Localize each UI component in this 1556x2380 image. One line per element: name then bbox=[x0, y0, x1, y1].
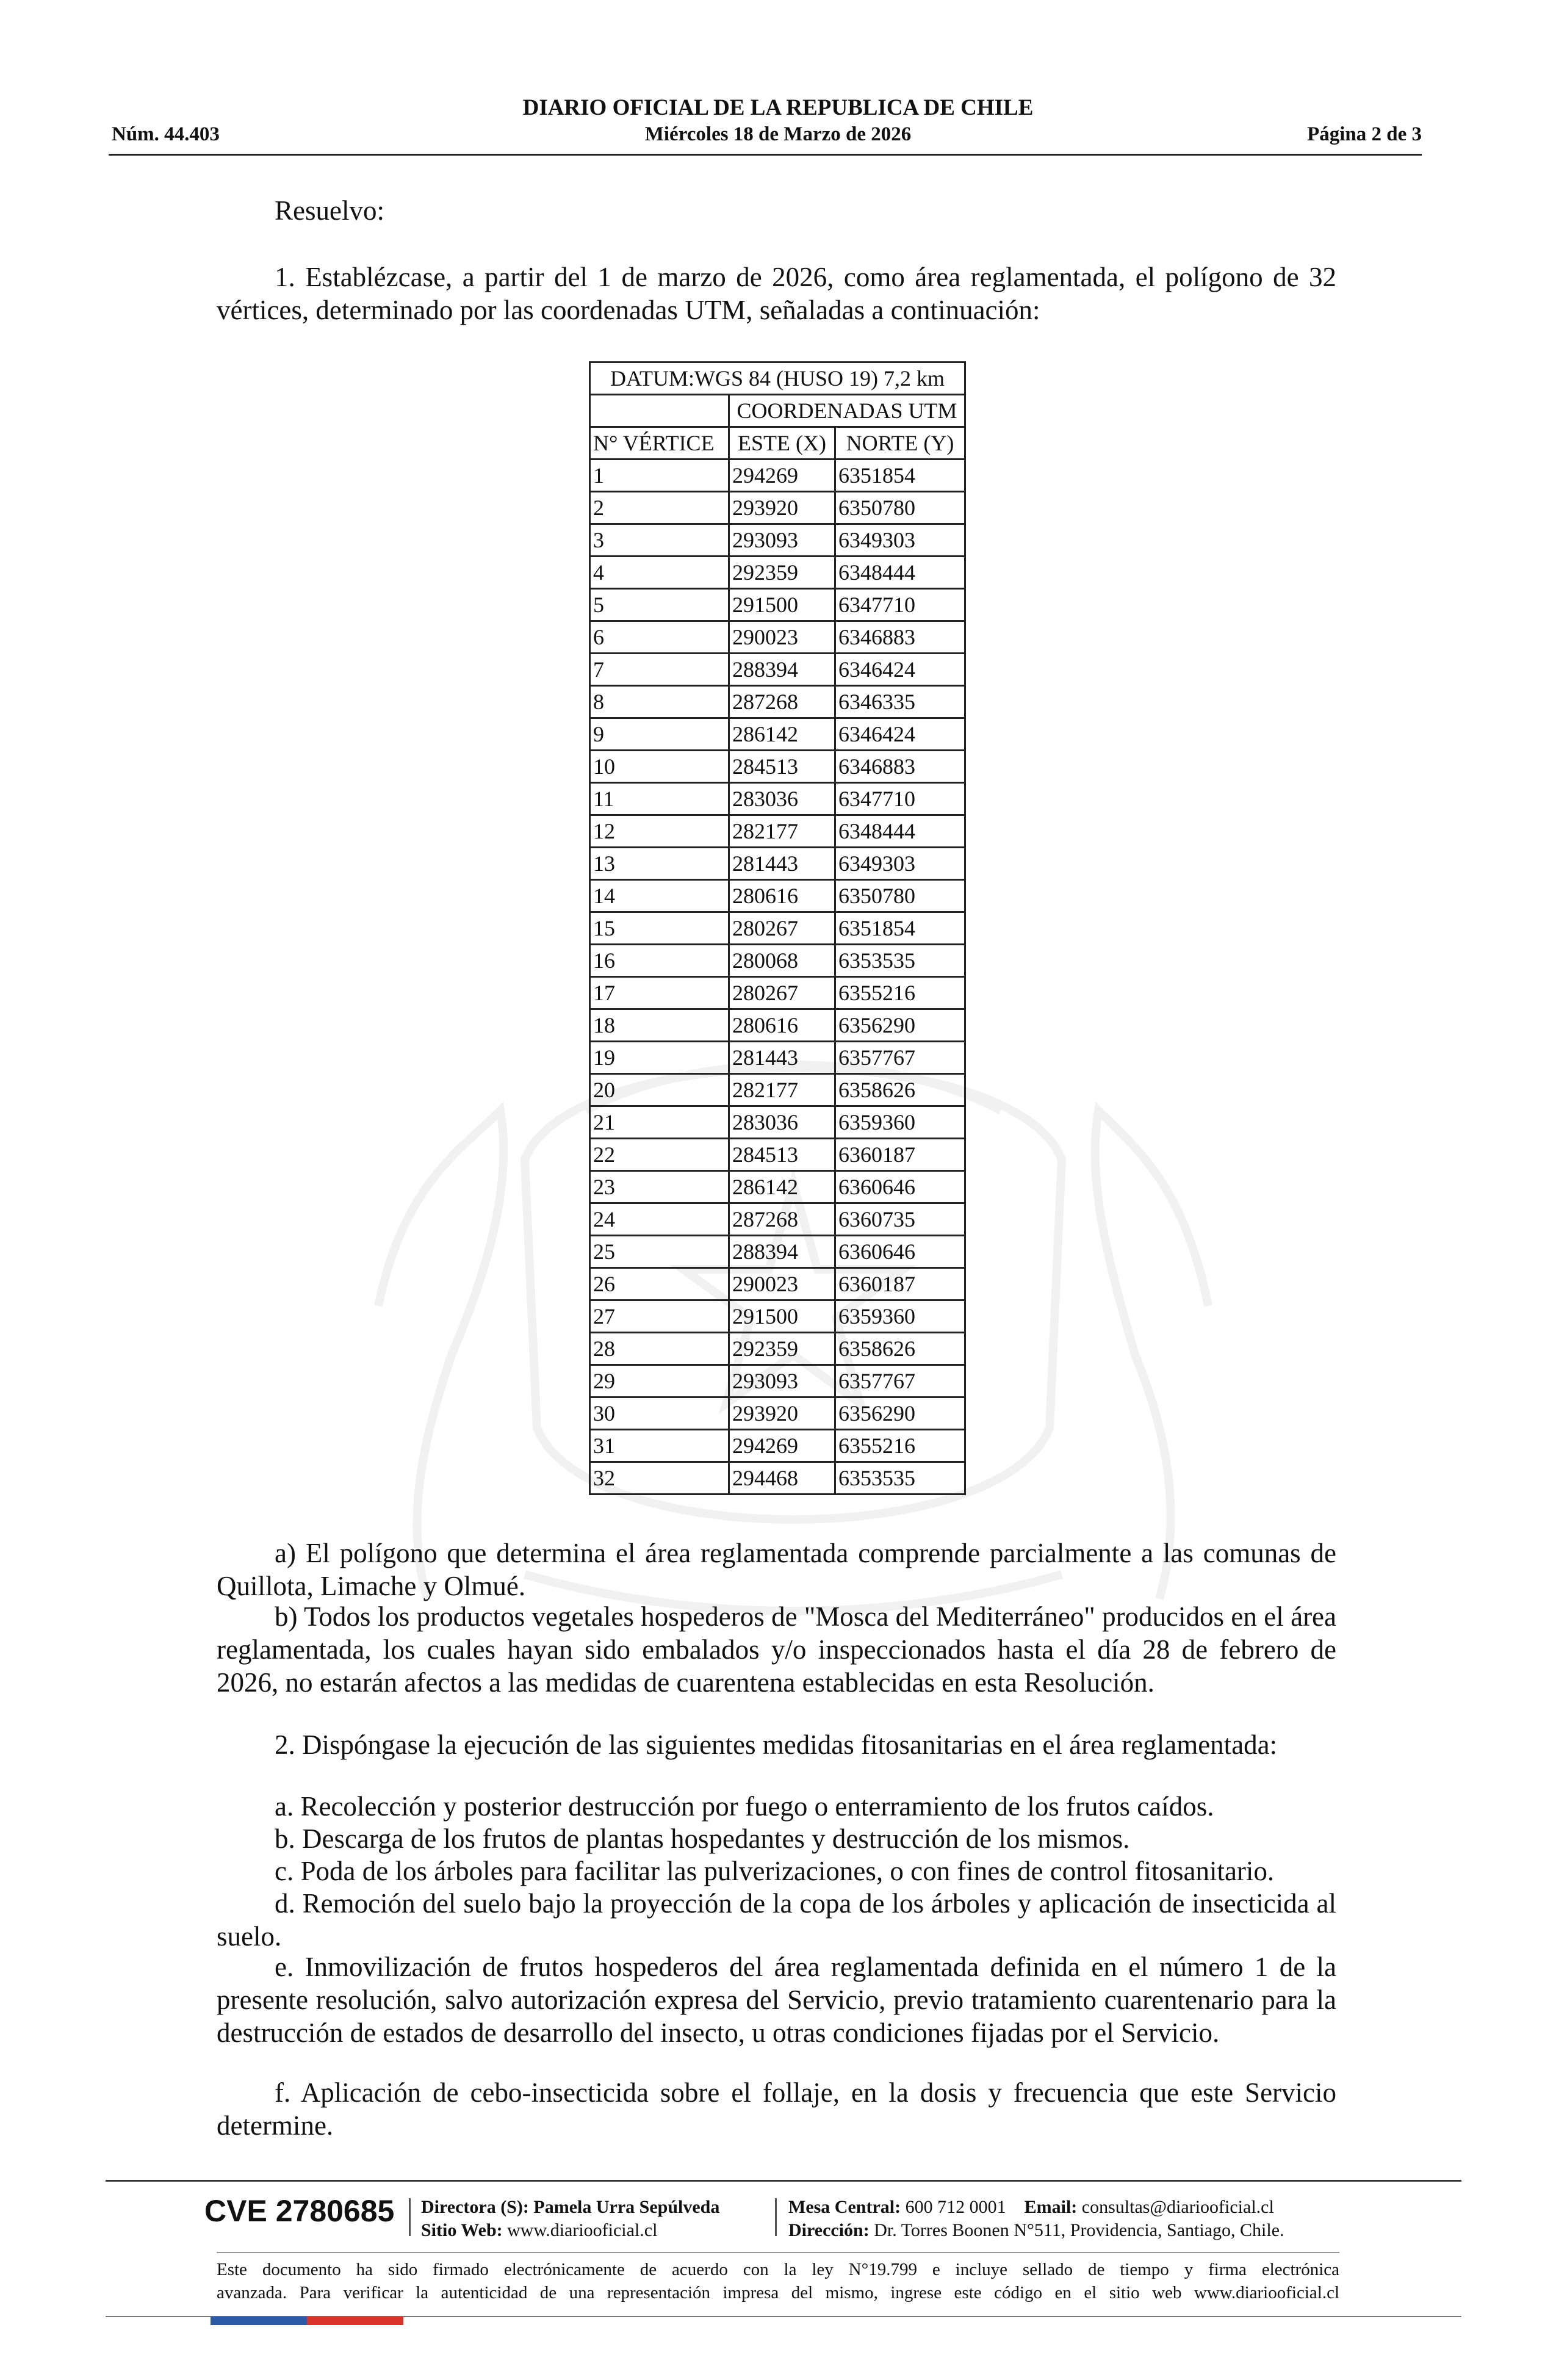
east-coordinate-cell: 280068 bbox=[729, 945, 835, 977]
measure-e: e. Inmovilización de frutos hospederos del área reglamentada definida en el número 1 de la presente resolución, salvo autorización expresa del Servicio, previo tratamiento cuarentenario para la destrucción de estados de desarrollo del insecto, u otras condiciones fijadas por el Servicio. bbox=[217, 1952, 1336, 2048]
vertex-number-cell: 18 bbox=[590, 1009, 729, 1042]
table-row bbox=[590, 1397, 965, 1430]
east-coordinate-cell: 280616 bbox=[729, 1009, 835, 1042]
page-number: Página 2 de 3 bbox=[1307, 123, 1422, 145]
table-row bbox=[590, 783, 965, 815]
director-label: Directora (S): bbox=[421, 2197, 529, 2217]
address-value: Dr. Torres Boonen N°511, Providencia, Santiago, Chile. bbox=[874, 2220, 1284, 2240]
east-coordinate-cell: 281443 bbox=[729, 848, 835, 880]
north-coordinate-cell: 6355216 bbox=[835, 977, 965, 1009]
north-coordinate-cell: 6355216 bbox=[835, 1430, 965, 1462]
footer-separator bbox=[775, 2198, 777, 2236]
table-row bbox=[590, 589, 965, 621]
measure-c: c. Poda de los árboles para facilitar las pulverizaciones, o con fines de control fitosanitario. bbox=[275, 1856, 1275, 1886]
datum-cell: DATUM:WGS 84 (HUSO 19) 7,2 km bbox=[590, 362, 965, 395]
footer-divider-middle bbox=[217, 2252, 1339, 2253]
north-coordinate-cell: 6356290 bbox=[835, 1397, 965, 1430]
north-coordinate-cell: 6357767 bbox=[835, 1365, 965, 1397]
header-divider bbox=[109, 154, 1422, 156]
table-row bbox=[590, 1236, 965, 1268]
east-coordinate-cell: 282177 bbox=[729, 815, 835, 848]
east-coordinate-cell: 282177 bbox=[729, 1074, 835, 1106]
north-coordinate-cell: 6346335 bbox=[835, 686, 965, 718]
table-row bbox=[590, 686, 965, 718]
east-coordinate-cell: 283036 bbox=[729, 1106, 835, 1139]
table-row bbox=[590, 1203, 965, 1236]
north-coordinate-cell: 6359360 bbox=[835, 1106, 965, 1139]
address-label: Dirección: bbox=[788, 2220, 870, 2240]
electronic-signature-note bbox=[217, 2258, 1339, 2304]
vertex-column-header: N° VÉRTICE bbox=[590, 427, 729, 460]
vertex-number-cell: 4 bbox=[590, 557, 729, 589]
north-coordinate-cell: 6360646 bbox=[835, 1236, 965, 1268]
east-coordinate-cell: 280616 bbox=[729, 880, 835, 912]
footer-director-block bbox=[421, 2196, 719, 2242]
north-column-header: NORTE (Y) bbox=[835, 427, 965, 460]
table-row bbox=[590, 848, 965, 880]
vertex-number-cell: 24 bbox=[590, 1203, 729, 1236]
north-coordinate-cell: 6360735 bbox=[835, 1203, 965, 1236]
table-row bbox=[590, 815, 965, 848]
measure-b: b. Descarga de los frutos de plantas hospedantes y destrucción de los mismos. bbox=[275, 1823, 1130, 1854]
east-coordinate-cell: 287268 bbox=[729, 1203, 835, 1236]
table-row bbox=[590, 751, 965, 783]
north-coordinate-cell: 6350780 bbox=[835, 492, 965, 524]
east-coordinate-cell: 288394 bbox=[729, 1236, 835, 1268]
table-row bbox=[590, 492, 965, 524]
table-row bbox=[590, 1171, 965, 1203]
east-coordinate-cell: 294468 bbox=[729, 1462, 835, 1495]
east-coordinate-cell: 293093 bbox=[729, 524, 835, 557]
measure-a: a. Recolección y posterior destrucción por fuego o enterramiento de los frutos caídos. bbox=[275, 1791, 1214, 1822]
table-row bbox=[590, 1139, 965, 1171]
table-datum-row bbox=[590, 362, 965, 395]
vertex-number-cell: 28 bbox=[590, 1333, 729, 1365]
vertex-number-cell: 20 bbox=[590, 1074, 729, 1106]
table-row bbox=[590, 1042, 965, 1074]
table-row bbox=[590, 1300, 965, 1333]
vertex-number-cell: 3 bbox=[590, 524, 729, 557]
measure-d: d. Remoción del suelo bajo la proyección de la copa de los árboles y aplicación de insecticida al suelo. bbox=[217, 1888, 1336, 1952]
flag-stripe-red bbox=[307, 2317, 403, 2325]
north-coordinate-cell: 6346424 bbox=[835, 718, 965, 751]
north-coordinate-cell: 6358626 bbox=[835, 1074, 965, 1106]
east-coordinate-cell: 283036 bbox=[729, 783, 835, 815]
east-coordinate-cell: 290023 bbox=[729, 621, 835, 654]
table-group-header-row bbox=[590, 395, 965, 427]
table-row bbox=[590, 977, 965, 1009]
north-coordinate-cell: 6353535 bbox=[835, 1462, 965, 1495]
table-row bbox=[590, 945, 965, 977]
email-label: Email: bbox=[1024, 2197, 1078, 2217]
north-coordinate-cell: 6360187 bbox=[835, 1268, 965, 1300]
table-row bbox=[590, 912, 965, 945]
table-row bbox=[590, 460, 965, 492]
north-coordinate-cell: 6348444 bbox=[835, 557, 965, 589]
north-coordinate-cell: 6353535 bbox=[835, 945, 965, 977]
east-coordinate-cell: 293093 bbox=[729, 1365, 835, 1397]
vertex-number-cell: 7 bbox=[590, 654, 729, 686]
flag-stripe-blue bbox=[211, 2317, 307, 2325]
vertex-number-cell: 13 bbox=[590, 848, 729, 880]
vertex-number-cell: 19 bbox=[590, 1042, 729, 1074]
table-row bbox=[590, 1430, 965, 1462]
vertex-number-cell: 10 bbox=[590, 751, 729, 783]
table-row bbox=[590, 654, 965, 686]
north-coordinate-cell: 6351854 bbox=[835, 912, 965, 945]
table-row bbox=[590, 1268, 965, 1300]
vertex-number-cell: 30 bbox=[590, 1397, 729, 1430]
vertex-number-cell: 25 bbox=[590, 1236, 729, 1268]
table-row bbox=[590, 1333, 965, 1365]
east-coordinate-cell: 286142 bbox=[729, 718, 835, 751]
vertex-number-cell: 12 bbox=[590, 815, 729, 848]
vertex-number-cell: 6 bbox=[590, 621, 729, 654]
north-coordinate-cell: 6348444 bbox=[835, 815, 965, 848]
north-coordinate-cell: 6360187 bbox=[835, 1139, 965, 1171]
footer-contact-block bbox=[788, 2196, 1284, 2242]
issue-date: Miércoles 18 de Marzo de 2026 bbox=[644, 123, 912, 145]
vertex-number-cell: 2 bbox=[590, 492, 729, 524]
table-row bbox=[590, 1074, 965, 1106]
table-row bbox=[590, 1462, 965, 1495]
east-coordinate-cell: 294269 bbox=[729, 1430, 835, 1462]
director-name: Pamela Urra Sepúlveda bbox=[533, 2197, 720, 2217]
vertex-number-cell: 11 bbox=[590, 783, 729, 815]
coordinates-group-header: COORDENADAS UTM bbox=[729, 395, 965, 427]
vertex-number-cell: 21 bbox=[590, 1106, 729, 1139]
east-coordinate-cell: 290023 bbox=[729, 1268, 835, 1300]
east-coordinate-cell: 286142 bbox=[729, 1171, 835, 1203]
measure-f: f. Aplicación de cebo-insecticida sobre el follaje, en la dosis y frecuencia que este Servicio determine. bbox=[217, 2077, 1336, 2141]
signature-note-line-1: Este documento ha sido firmado electrónicamente de acuerdo con la ley N°19.799 e incluye sellado de tiempo y firma electrónica bbox=[217, 2260, 1339, 2279]
vertex-number-cell: 8 bbox=[590, 686, 729, 718]
north-coordinate-cell: 6349303 bbox=[835, 524, 965, 557]
east-coordinate-cell: 293920 bbox=[729, 492, 835, 524]
north-coordinate-cell: 6359360 bbox=[835, 1300, 965, 1333]
phone-value: 600 712 0001 bbox=[905, 2197, 1006, 2217]
vertex-number-cell: 1 bbox=[590, 460, 729, 492]
empty-header-cell bbox=[590, 395, 729, 427]
north-coordinate-cell: 6350780 bbox=[835, 880, 965, 912]
north-coordinate-cell: 6346424 bbox=[835, 654, 965, 686]
north-coordinate-cell: 6347710 bbox=[835, 783, 965, 815]
east-coordinate-cell: 291500 bbox=[729, 589, 835, 621]
east-coordinate-cell: 281443 bbox=[729, 1042, 835, 1074]
east-coordinate-cell: 288394 bbox=[729, 654, 835, 686]
vertex-number-cell: 5 bbox=[590, 589, 729, 621]
east-coordinate-cell: 284513 bbox=[729, 751, 835, 783]
north-coordinate-cell: 6349303 bbox=[835, 848, 965, 880]
east-coordinate-cell: 280267 bbox=[729, 912, 835, 945]
newspaper-title: DIARIO OFICIAL DE LA REPUBLICA DE CHILE bbox=[522, 95, 1034, 120]
point-a-paragraph: a) El polígono que determina el área reglamentada comprende parcialmente a las comunas de Quillota, Limache y Olmué. bbox=[217, 1538, 1336, 1601]
vertex-number-cell: 9 bbox=[590, 718, 729, 751]
table-row bbox=[590, 1365, 965, 1397]
north-coordinate-cell: 6360646 bbox=[835, 1171, 965, 1203]
vertex-number-cell: 14 bbox=[590, 880, 729, 912]
east-coordinate-cell: 294269 bbox=[729, 460, 835, 492]
north-coordinate-cell: 6357767 bbox=[835, 1042, 965, 1074]
vertex-number-cell: 32 bbox=[590, 1462, 729, 1495]
point-1-paragraph: 1. Establézcase, a partir del 1 de marzo de 2026, como área reglamentada, el polígono de 32 vértices, determinado por las coordenadas UTM, señaladas a continuación: bbox=[217, 262, 1336, 325]
east-coordinate-cell: 293920 bbox=[729, 1397, 835, 1430]
table-column-header-row bbox=[590, 427, 965, 460]
east-coordinate-cell: 280267 bbox=[729, 977, 835, 1009]
issue-number: Núm. 44.403 bbox=[112, 123, 220, 145]
table-row bbox=[590, 557, 965, 589]
vertex-number-cell: 23 bbox=[590, 1171, 729, 1203]
east-column-header: ESTE (X) bbox=[729, 427, 835, 460]
north-coordinate-cell: 6351854 bbox=[835, 460, 965, 492]
vertex-number-cell: 15 bbox=[590, 912, 729, 945]
utm-coordinates-table bbox=[589, 361, 966, 1495]
phone-label: Mesa Central: bbox=[788, 2197, 901, 2217]
vertex-number-cell: 29 bbox=[590, 1365, 729, 1397]
cve-code: CVE 2780685 bbox=[204, 2194, 395, 2228]
table-row bbox=[590, 621, 965, 654]
table-row bbox=[590, 718, 965, 751]
table-row bbox=[590, 880, 965, 912]
table-row bbox=[590, 1009, 965, 1042]
table-row bbox=[590, 1106, 965, 1139]
table-row bbox=[590, 524, 965, 557]
vertex-number-cell: 31 bbox=[590, 1430, 729, 1462]
north-coordinate-cell: 6346883 bbox=[835, 621, 965, 654]
north-coordinate-cell: 6358626 bbox=[835, 1333, 965, 1365]
point-b-paragraph: b) Todos los productos vegetales hospederos de "Mosca del Mediterráneo" producidos en el área reglamentada, los cuales hayan sido embalados y/o inspeccionados hasta el día 28 de febrero de 2026, no estarán afectos a las medidas de cuarentena establecidas en esta Resolución. bbox=[217, 1601, 1336, 1698]
north-coordinate-cell: 6346883 bbox=[835, 751, 965, 783]
site-link[interactable]: www.diariooficial.cl bbox=[507, 2220, 658, 2240]
vertex-number-cell: 17 bbox=[590, 977, 729, 1009]
resuelvo-heading: Resuelvo: bbox=[275, 195, 384, 226]
east-coordinate-cell: 292359 bbox=[729, 1333, 835, 1365]
vertex-number-cell: 26 bbox=[590, 1268, 729, 1300]
vertex-number-cell: 16 bbox=[590, 945, 729, 977]
east-coordinate-cell: 287268 bbox=[729, 686, 835, 718]
east-coordinate-cell: 292359 bbox=[729, 557, 835, 589]
east-coordinate-cell: 284513 bbox=[729, 1139, 835, 1171]
vertex-number-cell: 22 bbox=[590, 1139, 729, 1171]
site-label: Sitio Web: bbox=[421, 2220, 503, 2240]
vertex-number-cell: 27 bbox=[590, 1300, 729, 1333]
point-2-paragraph: 2. Dispóngase la ejecución de las siguientes medidas fitosanitarias en el área reglamentada: bbox=[275, 1729, 1278, 1760]
footer-separator bbox=[409, 2198, 411, 2236]
email-link[interactable]: consultas@diariooficial.cl bbox=[1081, 2197, 1274, 2217]
signature-note-line-2: avanzada. Para verificar la autenticidad de una representación impresa del mismo, ingrese este código en el sitio web www.diariooficial.cl bbox=[217, 2283, 1339, 2302]
north-coordinate-cell: 6347710 bbox=[835, 589, 965, 621]
north-coordinate-cell: 6356290 bbox=[835, 1009, 965, 1042]
footer-divider-top bbox=[106, 2180, 1461, 2182]
east-coordinate-cell: 291500 bbox=[729, 1300, 835, 1333]
